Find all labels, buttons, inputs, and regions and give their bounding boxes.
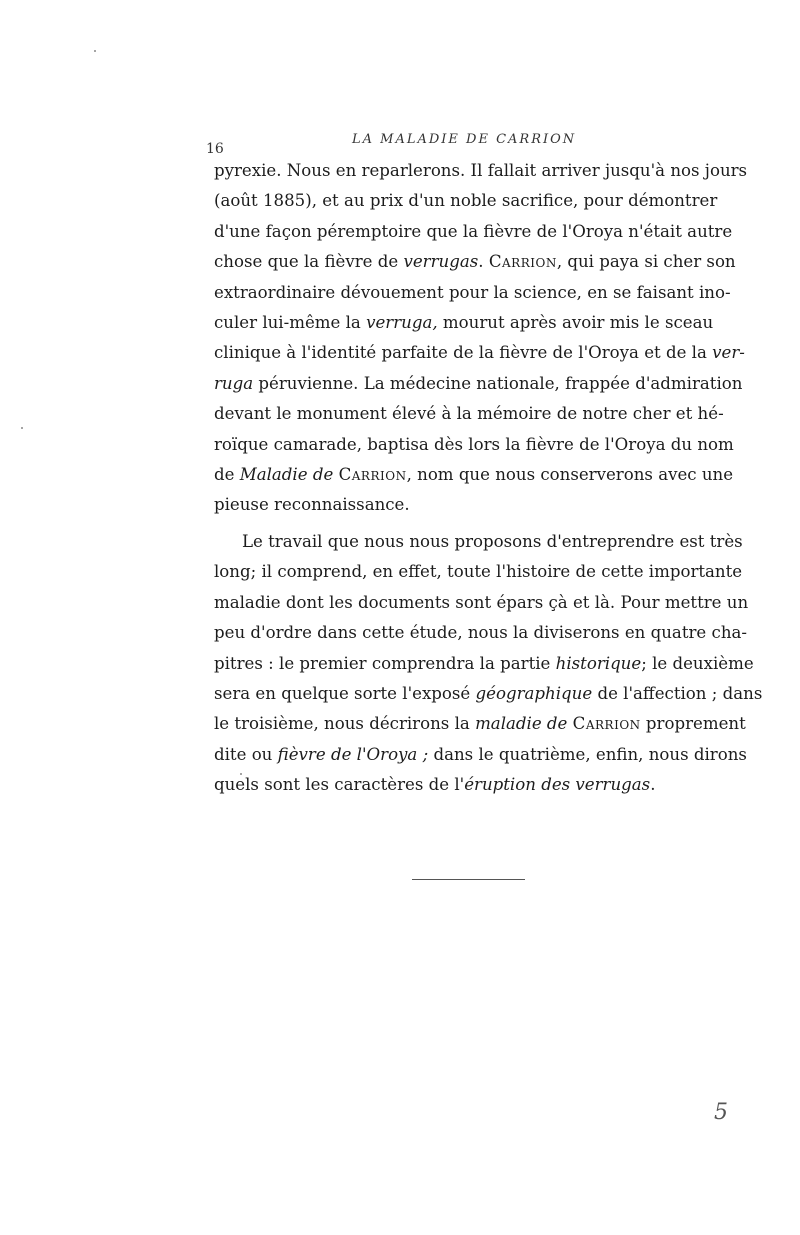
text-span: quels sont les caractères de l' bbox=[214, 775, 465, 795]
text-line: roïque camarade, baptisa dès lors la fièvre de l'Oroya du nom bbox=[214, 434, 734, 454]
italic-term: Maladie de bbox=[239, 465, 334, 485]
text-line: maladie dont les documents sont épars çà et là. Pour mettre un bbox=[214, 592, 749, 612]
text-span: sera en quelque sorte l'exposé bbox=[214, 683, 476, 703]
text-line bbox=[214, 679, 763, 709]
text-span: dans le quatrième, enfin, nous dirons bbox=[428, 744, 747, 764]
italic-term: fièvre de l'Oroya ; bbox=[277, 744, 429, 764]
page-speck bbox=[21, 427, 23, 429]
text-span: de l'affection ; dans bbox=[592, 683, 763, 703]
italic-term: verruga, bbox=[366, 313, 438, 333]
text-line: devant le monument élevé à la mémoire de notre cher et hé- bbox=[214, 404, 724, 424]
small-caps-name: Carrion bbox=[338, 465, 407, 485]
main-text bbox=[214, 156, 763, 801]
folio-mark: 5 bbox=[714, 1100, 728, 1125]
small-caps-name: Carrion bbox=[488, 252, 557, 272]
text-span: dite ou bbox=[214, 744, 278, 764]
text-span: ; le deuxième bbox=[641, 653, 754, 673]
text-span: . bbox=[478, 252, 489, 272]
text-span: chose que la fièvre de bbox=[214, 252, 404, 272]
italic-term: maladie de bbox=[475, 714, 568, 734]
text-line bbox=[214, 369, 743, 399]
text-line: pieuse reconnaissance. bbox=[214, 495, 410, 515]
page-speck bbox=[240, 773, 242, 775]
text-line bbox=[214, 308, 714, 338]
italic-term: éruption des verrugas bbox=[464, 775, 651, 795]
text-line bbox=[214, 709, 746, 739]
text-span: , nom que nous conserverons avec une bbox=[406, 465, 734, 485]
text-line: peu d'ordre dans cette étude, nous la diviserons en quatre cha- bbox=[214, 623, 748, 643]
italic-term: historique bbox=[555, 653, 642, 673]
text-line bbox=[214, 770, 710, 800]
text-line: d'une façon péremptoire que la fièvre de l'Oroya n'était autre bbox=[214, 221, 733, 241]
text-span: le troisième, nous décrirons la bbox=[214, 714, 476, 734]
page-number: 16 bbox=[206, 141, 224, 157]
text-line bbox=[214, 338, 745, 368]
italic-term: verrugas bbox=[403, 252, 479, 272]
page-speck bbox=[94, 50, 96, 52]
text-span: clinique à l'identité parfaite de la fièvre de l'Oroya et de la bbox=[214, 343, 713, 363]
text-line: long; il comprend, en effet, toute l'histoire de cette importante bbox=[214, 562, 743, 582]
text-line: pyrexie. Nous en reparlerons. Il fallait arriver jusqu'à nos jours bbox=[214, 161, 748, 180]
text-span: , qui paya si cher son bbox=[556, 252, 736, 272]
end-rule bbox=[412, 879, 525, 880]
running-head: LA MALADIE DE CARRION bbox=[352, 132, 577, 147]
italic-term: géographique bbox=[475, 683, 593, 703]
small-caps-name: Carrion bbox=[572, 714, 641, 734]
text-line: extraordinaire dévouement pour la science, en se faisant ino- bbox=[214, 282, 731, 302]
text-span: pitres : le premier comprendra la partie bbox=[214, 653, 556, 673]
text-line: (août 1885), et au prix d'un noble sacrifice, pour démontrer bbox=[214, 191, 718, 211]
text-span: péruvienne. La médecine nationale, frappée d'admiration bbox=[253, 373, 743, 393]
text-span: . bbox=[650, 775, 656, 795]
text-line bbox=[214, 460, 734, 490]
text-span: mourut après avoir mis le sceau bbox=[437, 313, 714, 333]
italic-term: ruga bbox=[214, 373, 254, 393]
italic-term: ver- bbox=[712, 343, 745, 363]
text-span: de bbox=[214, 465, 240, 485]
text-span: proprement bbox=[640, 714, 746, 734]
text-span: culer lui-même la bbox=[214, 313, 367, 333]
text-line bbox=[214, 247, 736, 277]
text-line bbox=[214, 649, 754, 679]
text-line: Le travail que nous nous proposons d'entreprendre est très bbox=[242, 531, 743, 551]
text-line bbox=[214, 740, 747, 770]
